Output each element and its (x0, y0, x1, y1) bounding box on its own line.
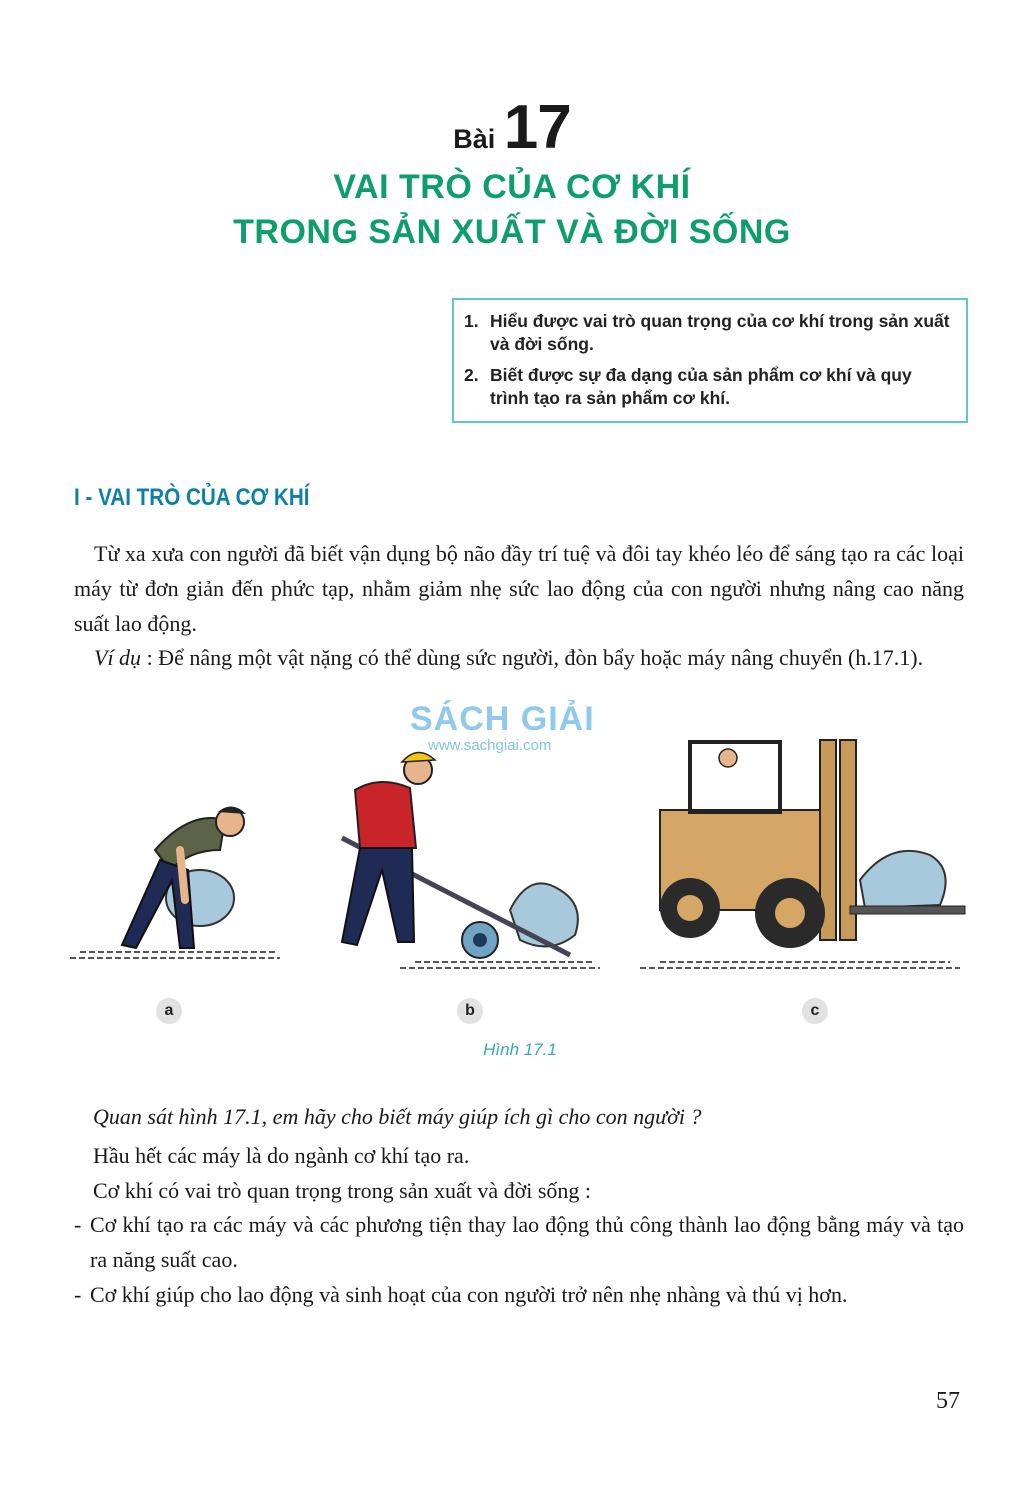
objective-text: Hiểu được vai trò quan trọng của cơ khí trong sản xuất và đời sống. (490, 311, 950, 354)
objective-number: 2. (464, 365, 479, 385)
objective-text: Biết được sự đa dạng của sản phẩm cơ khí và quy trình tạo ra sản phẩm cơ khí. (490, 365, 912, 408)
bullet-item (74, 1277, 964, 1312)
ground-marks (70, 952, 960, 968)
lesson-number: 17 (503, 93, 571, 162)
question-text: Quan sát hình 17.1, em hãy cho biết máy giúp ích gì cho con người ? (93, 1104, 702, 1129)
text-line-role: Cơ khí có vai trò quan trọng trong sản xuất và đời sống : (93, 1178, 592, 1203)
objectives-box (452, 298, 968, 423)
page-number: 57 (936, 1388, 960, 1414)
bullet-dash: - (74, 1212, 82, 1237)
example-label: Ví dụ (94, 645, 142, 670)
example-text: : Để nâng một vật nặng có thể dùng sức người, đòn bẩy hoặc máy nâng chuyển (h.17.1). (141, 645, 924, 670)
figure-label-c: c (802, 998, 828, 1024)
watermark-url: www.sachgiai.com (428, 737, 552, 754)
person-lifting-stone (122, 806, 246, 948)
figure-17-1-illustration (60, 730, 980, 980)
objective-item (464, 364, 952, 410)
objective-number: 1. (464, 311, 479, 331)
watermark-brand: SÁCH GIẢI (410, 700, 595, 738)
text-line-machines: Hầu hết các máy là do ngành cơ khí tạo ra. (93, 1143, 470, 1168)
figure-label-b: b (457, 998, 483, 1024)
objective-item (464, 310, 952, 356)
paragraph-intro: Từ xa xưa con người đã biết vận dụng bộ não đầy trí tuệ và đôi tay khéo léo để sáng tạo ra các loại máy từ đơn giản đến phức tạp, nhằm giảm nhẹ sức lao động của con người nhưng nâng cao năng suất lao động. (74, 541, 964, 636)
forklift (660, 740, 965, 948)
person-using-lever (342, 752, 578, 958)
bullet-dash: - (74, 1282, 82, 1307)
lesson-title-line-1: VAI TRÒ CỦA CƠ KHÍ (333, 168, 691, 206)
figure-label-a: a (156, 998, 182, 1024)
bullet-item (74, 1207, 964, 1277)
section-heading: I - VAI TRÒ CỦA CƠ KHÍ (74, 484, 310, 511)
role-bullet-list (74, 1207, 964, 1312)
bullet-text: Cơ khí tạo ra các máy và các phương tiện thay lao động thủ công thành lao động bằng máy và tạo ra năng suất cao. (90, 1212, 964, 1272)
bullet-text: Cơ khí giúp cho lao động và sinh hoạt của con người trở nên nhẹ nhàng và thú vị hơn. (90, 1282, 848, 1307)
lesson-number-heading (0, 92, 1024, 163)
lesson-title-line-2: TRONG SẢN XUẤT VÀ ĐỜI SỐNG (233, 213, 791, 251)
lesson-word: Bài (453, 124, 496, 154)
paragraph-example (74, 640, 964, 675)
figure-caption: Hình 17.1 (483, 1040, 557, 1059)
